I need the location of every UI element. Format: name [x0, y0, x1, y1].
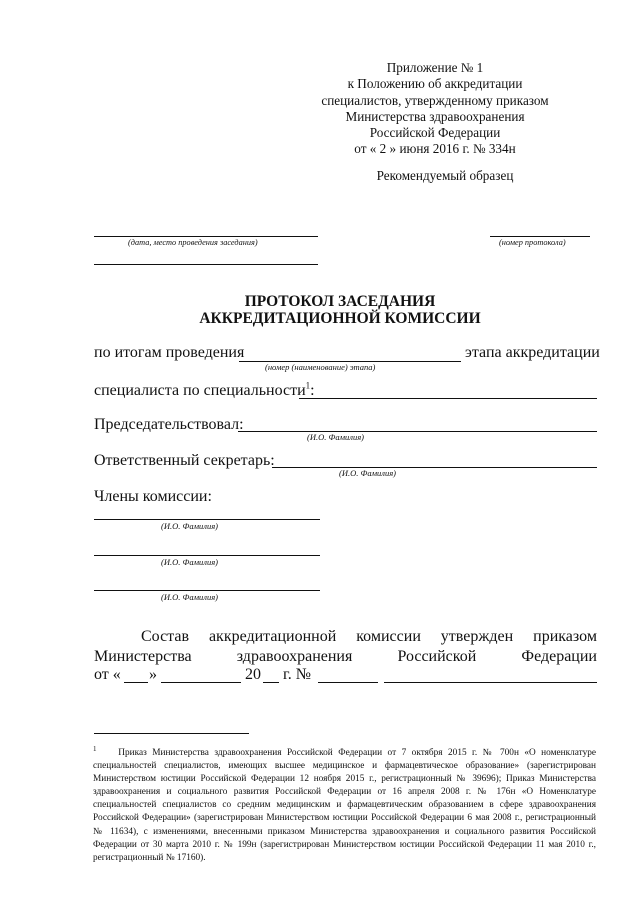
approval-word: здравоохранения [236, 648, 353, 665]
header-line: специалистов, утвержденному приказом [321, 92, 549, 108]
approval-word: приказом [533, 628, 597, 645]
order-number-label: г. № [283, 666, 312, 683]
protocol-number-field[interactable] [490, 236, 590, 237]
approval-word: комиссии [356, 628, 421, 645]
footnote-text: Приказ Министерства здравоохранения Российской Федерации от 7 октября 2015 г. № 700н «О номенклатуре специальностей специалистов, имеющих высшее медицинское и фармацевтическое образование» (зарегистрирован Министерством юстиции Российской Федерации 12 ноября 2015 г., регистрационный № 39696); Приказ Министерства здравоохранения и социального развития Российской Федерации от 16 апреля 2008 г. № 176н «О Номенклатуре специальностей специалистов со средним медицинским и фармацевтическим образованием в сфере здравоохранения Российской Федерации» (зарегистрирован Министерством юстиции Российской Федерации 6 мая 2008 г., регистрационный № 11634), с изменениями, внесенными приказом Министерства здравоохранения и социального развития Российской Федерации от 30 марта 2010 г. № 199н (зарегистрирован Министерством юстиции Российской Федерации 11 мая 2010 г., регистрационный № 17160). [93, 748, 596, 863]
member-field-1[interactable] [94, 519, 320, 520]
footnote [93, 744, 596, 865]
header-line: от « 2 » июня 2016 г. № 334н [354, 141, 516, 157]
results-suffix: этапа аккредитации [465, 344, 600, 361]
title-line-1: ПРОТОКОЛ ЗАСЕДАНИЯ [244, 293, 436, 310]
footnote-mark: 1 [93, 744, 97, 753]
specialty-label-text: специалиста по специальности [94, 382, 306, 399]
members-label: Члены комиссии: [94, 488, 212, 505]
chair-field[interactable] [238, 431, 597, 432]
approval-word: Российской [397, 648, 477, 665]
date-place-field-2[interactable] [94, 264, 318, 265]
approval-word: утвержден [440, 628, 514, 645]
approval-word: аккредитационной [208, 628, 337, 645]
order-number-field[interactable] [318, 682, 378, 683]
header-line: Российской Федерации [369, 125, 501, 141]
date-place-field[interactable] [94, 236, 318, 237]
member-field-3[interactable] [94, 590, 320, 591]
approval-word: Министерства [94, 648, 192, 665]
secretary-label: Ответственный секретарь: [94, 452, 275, 469]
member-field-2[interactable] [94, 555, 320, 556]
member-caption-1: (И.О. Фамилия) [161, 521, 218, 531]
member-caption-3: (И.О. Фамилия) [161, 592, 218, 602]
approval-line-1 [141, 628, 597, 646]
order-year-prefix: 20 [245, 666, 261, 683]
order-date-from: от « [94, 666, 121, 683]
date-place-caption: (дата, место проведения заседания) [128, 238, 258, 247]
chair-label: Председательствовал: [94, 416, 244, 433]
results-prefix: по итогам проведения [94, 344, 245, 361]
order-number-field-2[interactable] [384, 682, 597, 683]
header-line: к Положению об аккредитации [347, 76, 523, 92]
document-title [160, 293, 520, 327]
order-month-field[interactable] [161, 682, 241, 683]
header-line: Приложение № 1 [386, 60, 484, 75]
approval-word: Федерации [521, 648, 597, 665]
order-day-field[interactable] [124, 682, 148, 683]
approval-line-2 [94, 648, 597, 666]
secretary-field[interactable] [272, 467, 597, 468]
chair-caption: (И.О. Фамилия) [307, 432, 364, 442]
sample-label: Рекомендуемый образец [376, 168, 514, 183]
attachment-header [300, 60, 570, 158]
order-year-field[interactable] [263, 682, 279, 683]
specialty-label [94, 382, 315, 400]
specialty-colon: : [310, 382, 315, 399]
stage-caption: (номер (наименование) этапа) [265, 362, 376, 372]
header-line: Министерства здравоохранения [345, 108, 525, 124]
approval-word: Состав [141, 628, 190, 645]
secretary-caption: (И.О. Фамилия) [339, 468, 396, 478]
specialty-footnote-mark: 1 [305, 380, 311, 391]
footnote-separator [94, 733, 249, 734]
order-date-close: » [149, 666, 157, 683]
title-line-2: АККРЕДИТАЦИОННОЙ КОМИССИИ [199, 310, 481, 327]
protocol-number-caption: (номер протокола) [499, 238, 566, 247]
specialty-field[interactable] [299, 398, 597, 399]
member-caption-2: (И.О. Фамилия) [161, 557, 218, 567]
